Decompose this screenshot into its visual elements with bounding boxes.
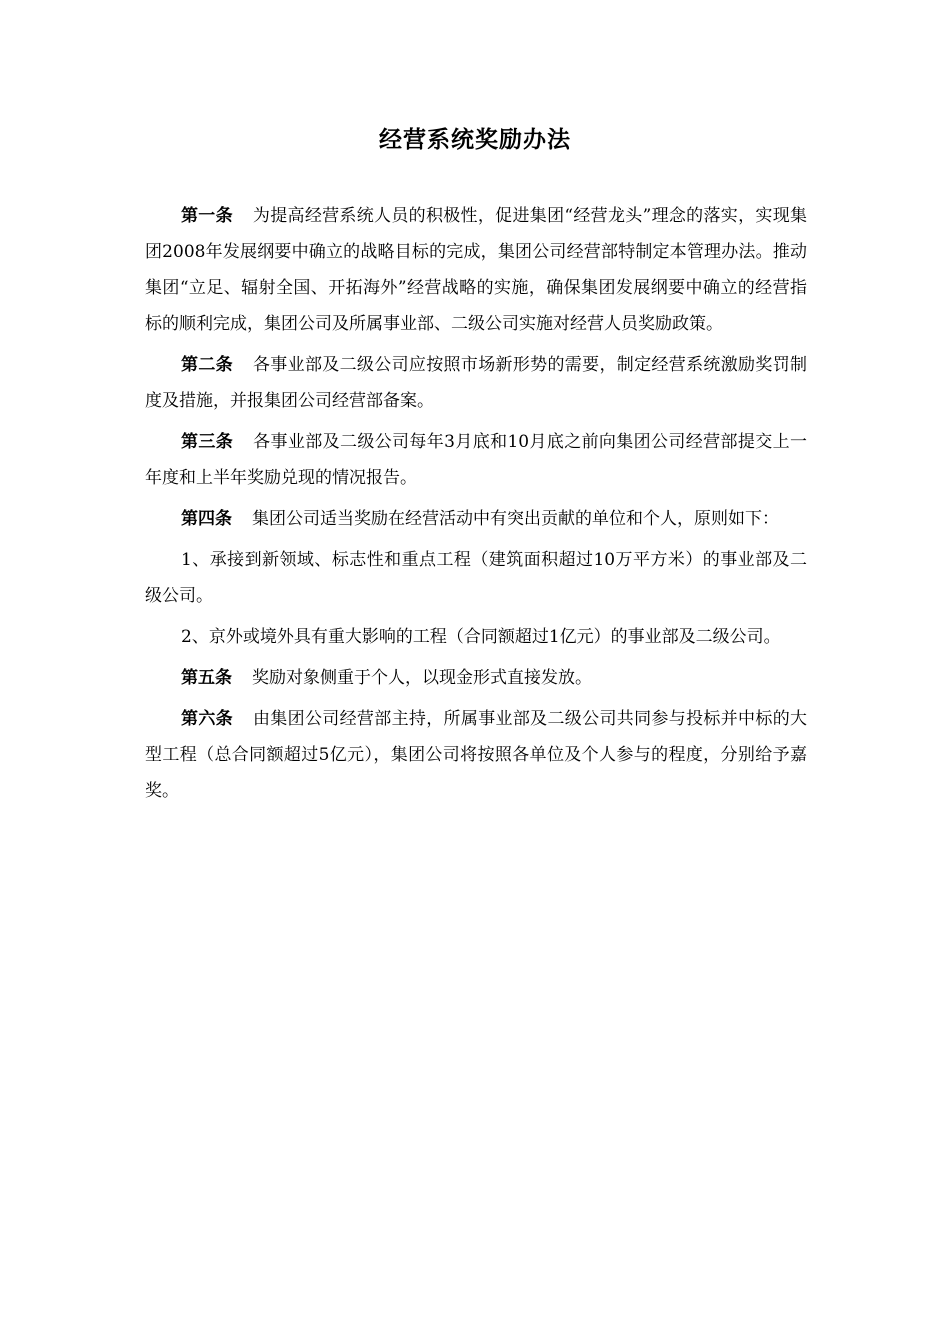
list-item-1: 1、承接到新领域、标志性和重点工程（建筑面积超过10万平方米）的事业部及二级公司。 <box>145 550 807 606</box>
document-title: 经营系统奖励办法 <box>379 127 571 153</box>
article-4 <box>145 501 807 537</box>
article-label: 第一条 <box>181 206 233 226</box>
article-label: 第二条 <box>181 355 233 375</box>
article-6 <box>145 701 807 809</box>
article-text: 为提高经营系统人员的积极性，促进集团“经营龙头”理念的落实，实现集团2008年发展纲要中确立的战略目标的完成，集团公司经营部特制定本管理办法。推动集团“立足、辐射全国、开拓海外”经营战略的实施，确保集团发展纲要中确立的经营指标的顺利完成，集团公司及所属事业部、二级公司实施对经营人员奖励政策。 <box>145 206 808 334</box>
document-body <box>145 198 807 814</box>
article-5 <box>145 660 807 696</box>
article-2 <box>145 347 807 419</box>
article-3 <box>145 424 807 496</box>
article-text: 各事业部及二级公司每年3月底和10月底之前向集团公司经营部提交上一年度和上半年奖励兑现的情况报告。 <box>145 432 807 488</box>
list-item-2: 2、京外或境外具有重大影响的工程（合同额超过1亿元）的事业部及二级公司。 <box>181 627 781 647</box>
article-text: 各事业部及二级公司应按照市场新形势的需要，制定经营系统激励奖罚制度及措施，并报集团公司经营部备案。 <box>145 355 808 411</box>
article-label: 第五条 <box>181 668 232 688</box>
article-label: 第六条 <box>181 709 233 729</box>
article-text: 集团公司适当奖励在经营活动中有突出贡献的单位和个人，原则如下： <box>252 509 779 529</box>
article-1 <box>145 198 807 342</box>
article-text: 由集团公司经营部主持，所属事业部及二级公司共同参与投标并中标的大型工程（总合同额超过5亿元），集团公司将按照各单位及个人参与的程度，分别给予嘉奖。 <box>145 709 808 801</box>
article-label: 第三条 <box>181 432 234 452</box>
article-text: 奖励对象侧重于个人，以现金形式直接发放。 <box>252 668 592 688</box>
article-label: 第四条 <box>181 509 232 529</box>
